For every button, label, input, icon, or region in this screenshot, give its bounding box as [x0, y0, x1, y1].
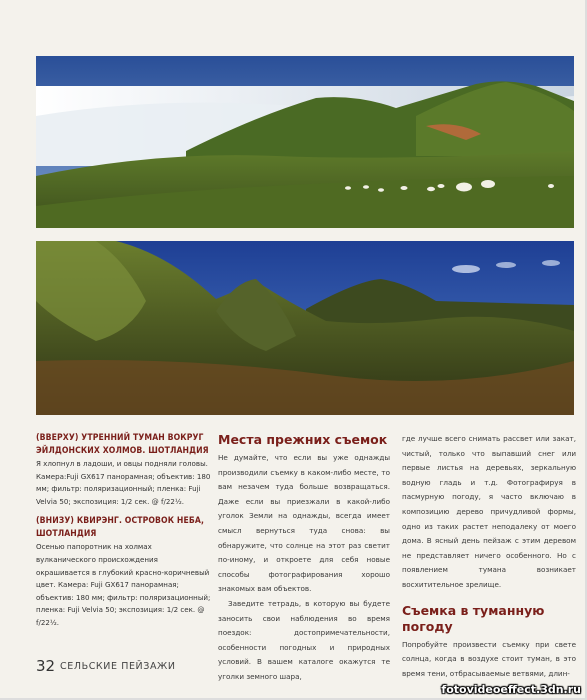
page-number: 32: [36, 657, 56, 675]
caption-body-bottom: Осенью папоротник на холмах вулканического происхождения окрашивается в глубокий красно-коричневый цвет. Камера: Fuji GX617 панорамная; объектив: 180 мм; фильтр: поляризационный; пленка: Fuji Velvia 50; экспозиция: 1/2 сек. @ f/22½.: [36, 542, 211, 627]
paragraph-1: Не думайте, что если вы уже однажды производили съемку в каком-либо месте, то вам незачем туда больше возвращаться. Даже если вы приезжали в какой-либо уголок Земли на однажды, всегда имеет смысл вернуться туда снова: вы обнаружите, что солнце на этот раз светит по-иному, и откроете для себя новые способы фотографирования хорошо знакомых вам объектов.: [218, 453, 390, 594]
caption-heading-bottom: (ВНИЗУ) КВИРЭНГ. ОСТРОВОК НЕБА, ШОТЛАНДИЯ: [36, 516, 204, 540]
section-heading-previous-locations: Места прежних съемок: [218, 432, 388, 447]
photo-eildon-hills: [36, 56, 574, 228]
paragraph-3: где лучше всего снимать рассвет или закат, чистый, только что выпавший снег или первые листья на деревьях, зеркальную водную гладь и т.д. Фотографируя в пасмурную погоду, я часто включаю в композицию дерево причудливой формы, одно из таких растет неподалеку от моего дома. В ясный день пейзаж с этим деревом не представляет ничего особенного. Но с появлением тумана возникает восхитительное зрелище.: [402, 434, 576, 589]
paragraph-4: Попробуйте произвести съемку при свете солнца, когда в воздухе стоит туман, в это время тени, отбрасываемые ветвями, длин-: [402, 639, 576, 678]
section-heading-fog: Съемка в туманную погоду: [402, 602, 545, 634]
article-column-1: [218, 432, 390, 685]
captions-column: [36, 432, 212, 637]
watermark: fotovideoeffect.3dn.ru: [441, 683, 581, 696]
paragraph-2: Заведите тетрадь, в которую вы будете заносить свои наблюдения во время поездок: достопримечательности, особенности погодных и природных условий. В вашем каталоге окажутся те уголки земного шара,: [218, 598, 390, 681]
caption-heading-top: (ВВЕРХУ) УТРЕННИЙ ТУМАН ВОКРУГ ЭЙЛДОНСКИХ ХОЛМОВ. ШОТЛАНДИЯ: [36, 433, 209, 456]
caption-body-top: Я хлопнул в ладоши, и овцы подняли головы. Камера:Fuji GX617 панорамная; объектив: 180 мм; фильтр: поляризационный; пленка: Fuji Velvia 50; экспозиция: 1/2 сек. @ f/22½.: [36, 459, 211, 506]
photo-quiraing: [36, 241, 574, 415]
running-section-title: СЕЛЬСКИЕ ПЕЙЗАЖИ: [60, 661, 176, 672]
article-column-2: [402, 432, 576, 681]
